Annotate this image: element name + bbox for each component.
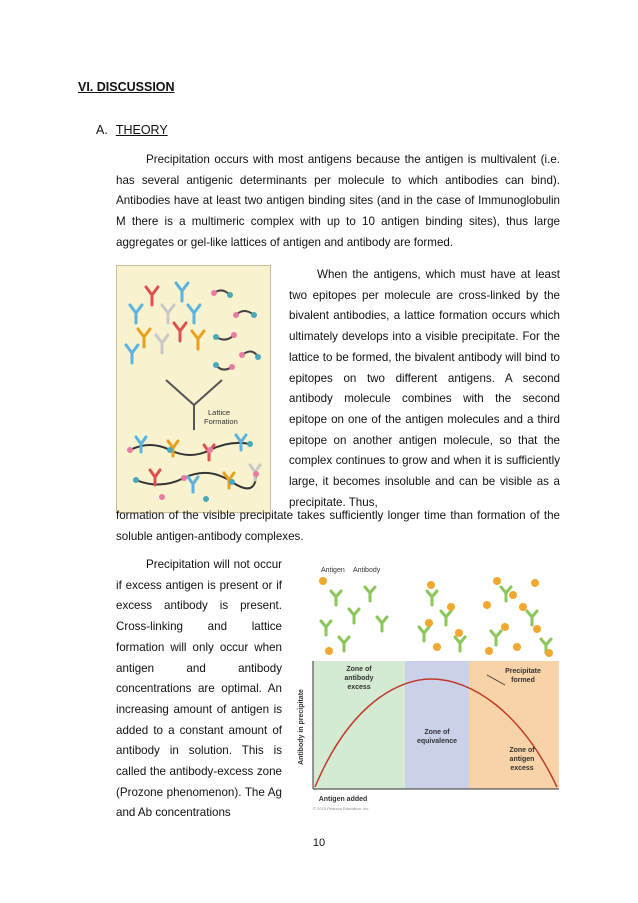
precipitin-curve-figure (291, 551, 563, 814)
subsection-heading (96, 123, 168, 137)
zone3-label-1: Zone of (509, 747, 535, 754)
zone1-label-3: excess (347, 684, 371, 691)
y-axis-label: Antibody in precipitate (298, 689, 305, 765)
page-number: 10 (312, 837, 326, 849)
zone3-label-2: antigen (509, 756, 535, 763)
zone3-label-3: excess (510, 765, 534, 772)
paragraph-prozone: Precipitation will not occur if excess antigen is present or if excess antibody is present. Cross-linking and lattice formation will only occur when antigen and antibody concentrations are optimal. An increasing amount of antigen is added to a constant amount of antibody in solution. This is called the antibody-excess zone (Prozone phenomenon). The Ag and Ab concentrations (116, 558, 282, 820)
section-heading: VI. DISCUSSION (78, 80, 175, 94)
legend-antibody: Antibody (353, 567, 381, 574)
zone1-label-2: antibody (344, 675, 374, 682)
x-axis-label: Antigen added (318, 796, 368, 803)
paragraph-lattice-formation-continued: formation of the visible precipitate takes sufficiently longer time than formation of the soluble antigen-antibody complexes. (116, 509, 560, 543)
paragraph-precipitation-intro: Precipitation occurs with most antigens because the antigen is multivalent (i.e. has several antigenic determinants per molecule to which antibodies can bind). Antibodies have at least two antigen binding sites (and in the case of Immunoglobulin M there is a multimeric complex with up to 10 antigen binding sites), thus large aggregates or gel-like lattices of antigen and antibody are formed. (116, 153, 560, 249)
lattice-formation-figure (116, 265, 271, 513)
precipitate-label-1: Precipitate (505, 668, 541, 675)
paragraph-lattice-formation: When the antigens, which must have at least two epitopes per molecule are cross-linked by the bivalent antibodies, a lattice formation occurs which ultimately develops into a visible precipitate. For the lattice to be formed, the bivalent antibody will bind to epitopes on two different antigens. A second antibody molecule combines with the second epitope on one of the antigen molecules and a third epitope on another antigen molecule, so that the complex continues to grow and when it is sufficiently large, it becomes insoluble and can be visible as a precipitate. Thus, (289, 268, 560, 509)
figure-background (117, 266, 271, 513)
legend-antigen: Antigen (321, 567, 345, 574)
lattice-label-line1: Lattice (208, 408, 231, 417)
figure-copyright: © 2013 Pearson Education, Inc. (313, 806, 370, 811)
precipitate-label-2: formed (511, 677, 535, 684)
subsection-title: THEORY (115, 123, 168, 137)
subsection-letter: A. (96, 123, 108, 137)
lattice-label-line2: Formation (204, 417, 238, 426)
zone2-label-1: Zone of (424, 729, 450, 736)
zone2-label-2: equivalence (416, 738, 458, 745)
zone1-label-1: Zone of (346, 666, 372, 673)
